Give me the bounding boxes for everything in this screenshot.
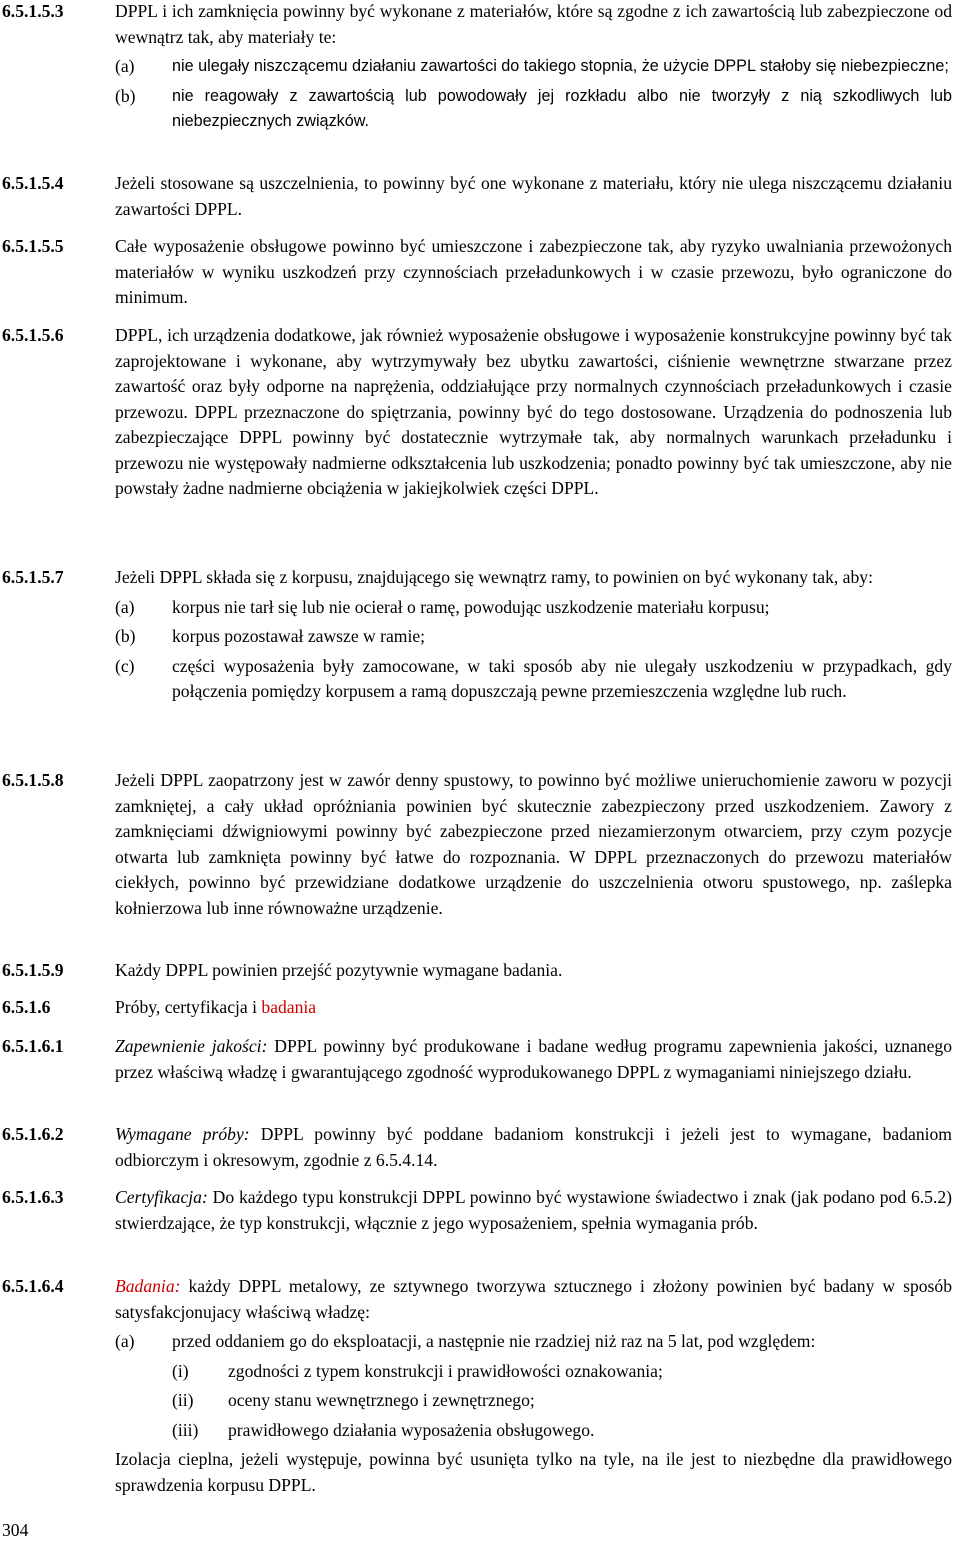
- section-6-5-1-6-3: [2, 1185, 952, 1236]
- section-intro: DPPL i ich zamknięcia powinny być wykonane z materiałów, które są zgodne z ich zawartością lub zabezpieczone od wewnątrz tak, aby materiały te:: [115, 1, 952, 47]
- page-number: 304: [2, 1520, 29, 1540]
- section-number: 6.5.1.5.5: [2, 236, 64, 256]
- section-number: 6.5.1.6.4: [2, 1276, 64, 1296]
- section-6-5-1-5-6: [2, 323, 952, 502]
- section-6-5-1-6-4: [2, 1274, 952, 1498]
- section-6-5-1-6-2: [2, 1122, 952, 1173]
- item-label: (c): [115, 655, 135, 676]
- subitem-label: (iii): [172, 1419, 199, 1440]
- list-item: [115, 54, 952, 80]
- item-label: (a): [115, 1331, 135, 1351]
- section-number: 6.5.1.6.2: [2, 1124, 64, 1144]
- section-number: 6.5.1.5.7: [2, 567, 64, 587]
- section-number: 6.5.1.5.8: [2, 770, 64, 790]
- subitem-label: (i): [172, 1360, 189, 1381]
- section-lead: Zapewnienie jakości:: [115, 1036, 268, 1056]
- item-label: (b): [115, 626, 136, 646]
- section-lead: Certyfikacja:: [115, 1187, 208, 1207]
- item-text: nie ulegały niszczącemu działaniu zawartości do takiego stopnia, że użycie DPPL stałoby się niebezpieczne;: [172, 57, 949, 75]
- section-6-5-1-5-8: [2, 768, 952, 921]
- closing-paragraph: Izolacja cieplna, jeżeli występuje, powinna być usunięta tylko na tyle, na ile jest to niezbędne dla prawidłowego sprawdzenia korpusu DPPL.: [115, 1449, 952, 1495]
- list-item: [115, 1329, 952, 1355]
- section-text: każdy DPPL metalowy, ze sztywnego tworzywa sztucznego i złożony powinien być badany w sposób satysfakcjonujacy właściwą władzę:: [115, 1276, 952, 1322]
- section-lead: Badania:: [115, 1276, 181, 1296]
- list-item: [115, 624, 952, 650]
- section-6-5-1-5-9: [2, 958, 952, 984]
- section-number: 6.5.1.6.3: [2, 1187, 64, 1207]
- section-text: DPPL, ich urządzenia dodatkowe, jak również wyposażenie obsługowe i wyposażenie konstrukcyjne powinny być tak zaprojektowane i wykonane, aby wytrzymywały bez ubytku zawartości, ciśnienie wewnętrzne stwarzane przez zawartość oraz były odporne na naprężenia, oddziałujące przy normalnych czynnościach przeładunkowych i czasie przewozu. DPPL przeznaczone do spiętrzania, powinny być do tego dostosowane. Urządzenia do podnoszenia lub zabezpieczające DPPL powinny być dostatecznie wytrzymałe tak, aby normalnych warunkach przeładunku i przewozu nie występowały nadmierne odkształcenia lub uszkodzenia; ponadto powinny być tak umieszczone, aby nie powstały żadne nadmierne obciążenia w jakiejkolwiek części DPPL.: [115, 325, 952, 498]
- section-number: 6.5.1.6.1: [2, 1036, 64, 1056]
- section-number: 6.5.1.5.9: [2, 960, 64, 980]
- item-label: (b): [115, 85, 136, 106]
- section-6-5-1-5-4: [2, 171, 952, 222]
- section-text: Do każdego typu konstrukcji DPPL powinno być wystawione świadectwo i znak (jak podano pod 6.5.2) stwierdzające, że typ konstrukcji, włącznie z jego wyposażeniem, spełnia wymagania prób.: [115, 1187, 952, 1233]
- section-text: Całe wyposażenie obsługowe powinno być umieszczone i zabezpieczone tak, aby ryzyko uwalniania przewożonych materiałów w wyniku uszkodzeń przy czynnościach przeładunkowych i w czasie przewozu, było ograniczone do minimum.: [115, 236, 952, 307]
- list-item: [115, 84, 952, 135]
- sub-list-item: [172, 1359, 952, 1385]
- section-number: 6.5.1.5.3: [2, 1, 64, 21]
- subitem-text: oceny stanu wewnętrznego i zewnętrznego;: [228, 1390, 535, 1410]
- item-label: (a): [115, 596, 135, 617]
- section-text: Jeżeli DPPL zaopatrzony jest w zawór denny spustowy, to powinno być możliwe unieruchomienie zaworu w pozycji zamkniętej, a cały układ opróżniania powinien być skutecznie zabezpieczony przed uszkodzeniem. Zawory z zamknięciami dźwigniowymi powinny być zabezpieczone przed niezamierzonym otwarciem, przy czym pozycje otwarta lub zamknięta powinny być łatwe do rozpoznania. W DPPL przeznaczonych do przewozu materiałów ciekłych, powinno być przewidziane dodatkowe urządzenie do uszczelnienia otworu spustowego, np. zaślepka kołnierzowa lub inne równoważne urządzenie.: [115, 770, 952, 918]
- section-number: 6.5.1.5.4: [2, 173, 64, 193]
- section-lead: Wymagane próby:: [115, 1124, 250, 1144]
- heading-text: Próby, certyfikacja i: [115, 997, 262, 1017]
- item-text: przed oddaniem go do eksploatacji, a następnie nie rzadziej niż raz na 5 lat, pod względem:: [172, 1331, 816, 1351]
- section-text: Każdy DPPL powinien przejść pozytywnie wymagane badania.: [115, 960, 563, 980]
- sub-list-item: [172, 1418, 952, 1444]
- section-text: DPPL powinny być produkowane i badane według programu zapewnienia jakości, uznanego przez właściwą władzę i gwarantującego zgodność wyprodukowanego DPPL z wymaganiami niniejszego działu.: [115, 1036, 952, 1082]
- section-number: 6.5.1.5.6: [2, 325, 64, 345]
- section-number: 6.5.1.6: [2, 997, 51, 1017]
- section-6-5-1-6: [2, 995, 952, 1021]
- section-text: DPPL powinny być poddane badaniom konstrukcji i jeżeli jest to wymagane, badaniom odbiorczym i okresowym, zgodnie z 6.5.4.14.: [115, 1124, 952, 1170]
- item-text: korpus pozostawał zawsze w ramie;: [172, 626, 426, 646]
- sub-list-item: [172, 1388, 952, 1414]
- section-6-5-1-5-7: [2, 565, 952, 705]
- item-label: (a): [115, 56, 135, 76]
- section-heading: [115, 995, 952, 1021]
- section-intro: Jeżeli DPPL składa się z korpusu, znajdującego się wewnątrz ramy, to powinien on być wykonany tak, aby:: [115, 567, 873, 587]
- item-text: korpus nie tarł się lub nie ocierał o ramę, powodując uszkodzenie materiału korpusu;: [172, 596, 770, 617]
- list-item: [115, 654, 952, 705]
- subitem-text: zgodności z typem konstrukcji i prawidłowości oznakowania;: [228, 1360, 663, 1381]
- list-item: [115, 595, 952, 621]
- section-6-5-1-5-5: [2, 234, 952, 311]
- subitem-label: (ii): [172, 1390, 194, 1410]
- subitem-text: prawidłowego działania wyposażenia obsługowego.: [228, 1419, 595, 1440]
- section-6-5-1-6-1: [2, 1034, 952, 1085]
- section-6-5-1-5-3: [2, 0, 952, 135]
- item-text: części wyposażenia były zamocowane, w taki sposób aby nie ulegały uszkodzeniu w przypadkach, gdy połączenia pomiędzy korpusem a ramą dopuszczają pewne przemieszczenia względne lub ruch.: [172, 655, 952, 701]
- heading-highlight: badania: [261, 997, 317, 1017]
- item-text: nie reagowały z zawartością lub powodowały jej rozkładu albo nie tworzyły z nią szkodliwych lub niebezpiecznych związków.: [172, 86, 952, 130]
- section-text: Jeżeli stosowane są uszczelnienia, to powinny być one wykonane z materiału, który nie ulega niszczącemu działaniu zawartości DPPL.: [115, 173, 952, 219]
